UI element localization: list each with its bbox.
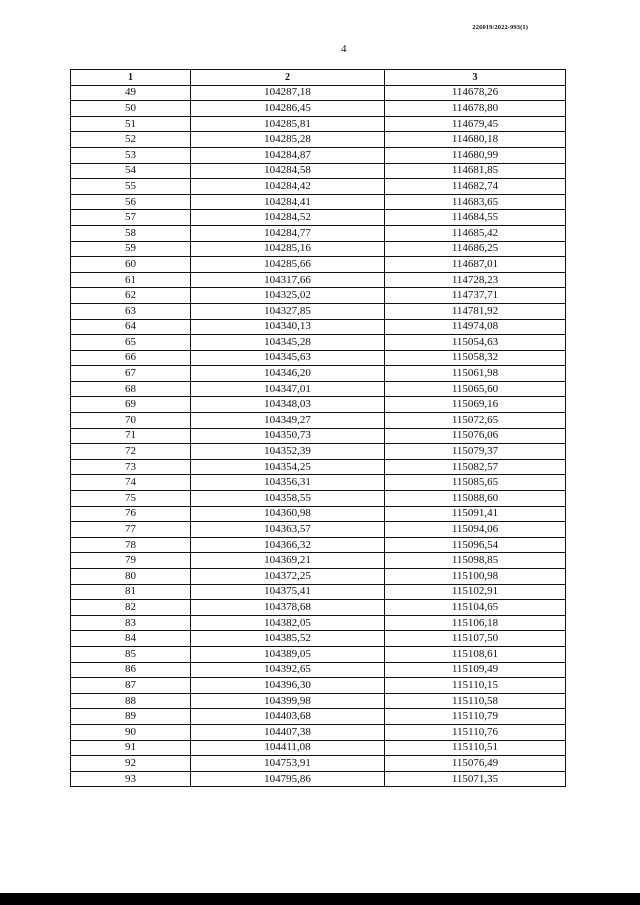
point-number-cell: 52 bbox=[71, 132, 191, 148]
y-coordinate-cell: 115088,60 bbox=[385, 491, 566, 507]
table-row bbox=[71, 225, 566, 241]
table-header-row bbox=[71, 70, 566, 86]
table-row bbox=[71, 459, 566, 475]
table-row bbox=[71, 413, 566, 429]
scan-edge-bar bbox=[0, 893, 640, 905]
x-coordinate-cell: 104348,03 bbox=[191, 397, 385, 413]
point-number-cell: 72 bbox=[71, 444, 191, 460]
x-coordinate-cell: 104358,55 bbox=[191, 491, 385, 507]
point-number-cell: 84 bbox=[71, 631, 191, 647]
x-coordinate-cell: 104354,25 bbox=[191, 459, 385, 475]
point-number-cell: 85 bbox=[71, 646, 191, 662]
table-row bbox=[71, 179, 566, 195]
table-row bbox=[71, 147, 566, 163]
table-row bbox=[71, 428, 566, 444]
x-coordinate-cell: 104317,66 bbox=[191, 272, 385, 288]
point-number-cell: 53 bbox=[71, 147, 191, 163]
x-coordinate-cell: 104375,41 bbox=[191, 584, 385, 600]
point-number-cell: 55 bbox=[71, 179, 191, 195]
point-number-cell: 69 bbox=[71, 397, 191, 413]
table-row bbox=[71, 85, 566, 101]
table-row bbox=[71, 163, 566, 179]
x-coordinate-cell: 104287,18 bbox=[191, 85, 385, 101]
y-coordinate-cell: 115107,50 bbox=[385, 631, 566, 647]
table-row bbox=[71, 724, 566, 740]
y-coordinate-cell: 115058,32 bbox=[385, 350, 566, 366]
table-row bbox=[71, 132, 566, 148]
column-header: 2 bbox=[191, 70, 385, 86]
x-coordinate-cell: 104399,98 bbox=[191, 693, 385, 709]
point-number-cell: 49 bbox=[71, 85, 191, 101]
coordinates-table bbox=[70, 69, 566, 787]
x-coordinate-cell: 104345,28 bbox=[191, 335, 385, 351]
y-coordinate-cell: 115091,41 bbox=[385, 506, 566, 522]
table-row bbox=[71, 491, 566, 507]
point-number-cell: 59 bbox=[71, 241, 191, 257]
x-coordinate-cell: 104284,52 bbox=[191, 210, 385, 226]
table-row bbox=[71, 381, 566, 397]
y-coordinate-cell: 114974,08 bbox=[385, 319, 566, 335]
y-coordinate-cell: 115110,79 bbox=[385, 709, 566, 725]
point-number-cell: 92 bbox=[71, 756, 191, 772]
x-coordinate-cell: 104340,13 bbox=[191, 319, 385, 335]
point-number-cell: 82 bbox=[71, 600, 191, 616]
x-coordinate-cell: 104389,05 bbox=[191, 646, 385, 662]
point-number-cell: 56 bbox=[71, 194, 191, 210]
table-row bbox=[71, 335, 566, 351]
y-coordinate-cell: 115065,60 bbox=[385, 381, 566, 397]
y-coordinate-cell: 114681,85 bbox=[385, 163, 566, 179]
point-number-cell: 57 bbox=[71, 210, 191, 226]
y-coordinate-cell: 114680,18 bbox=[385, 132, 566, 148]
table-row bbox=[71, 319, 566, 335]
table-row bbox=[71, 116, 566, 132]
y-coordinate-cell: 115061,98 bbox=[385, 366, 566, 382]
table-header bbox=[71, 70, 566, 86]
x-coordinate-cell: 104360,98 bbox=[191, 506, 385, 522]
table-row bbox=[71, 101, 566, 117]
point-number-cell: 58 bbox=[71, 225, 191, 241]
point-number-cell: 60 bbox=[71, 257, 191, 273]
point-number-cell: 66 bbox=[71, 350, 191, 366]
point-number-cell: 71 bbox=[71, 428, 191, 444]
x-coordinate-cell: 104411,08 bbox=[191, 740, 385, 756]
y-coordinate-cell: 115096,54 bbox=[385, 537, 566, 553]
y-coordinate-cell: 115108,61 bbox=[385, 646, 566, 662]
x-coordinate-cell: 104325,02 bbox=[191, 288, 385, 304]
y-coordinate-cell: 115069,16 bbox=[385, 397, 566, 413]
y-coordinate-cell: 115072,65 bbox=[385, 413, 566, 429]
table-row bbox=[71, 553, 566, 569]
point-number-cell: 78 bbox=[71, 537, 191, 553]
x-coordinate-cell: 104403,68 bbox=[191, 709, 385, 725]
point-number-cell: 65 bbox=[71, 335, 191, 351]
point-number-cell: 74 bbox=[71, 475, 191, 491]
y-coordinate-cell: 115109,49 bbox=[385, 662, 566, 678]
x-coordinate-cell: 104356,31 bbox=[191, 475, 385, 491]
y-coordinate-cell: 114737,71 bbox=[385, 288, 566, 304]
x-coordinate-cell: 104285,28 bbox=[191, 132, 385, 148]
table-row bbox=[71, 615, 566, 631]
point-number-cell: 93 bbox=[71, 771, 191, 787]
table-row bbox=[71, 537, 566, 553]
y-coordinate-cell: 114684,55 bbox=[385, 210, 566, 226]
point-number-cell: 68 bbox=[71, 381, 191, 397]
point-number-cell: 51 bbox=[71, 116, 191, 132]
point-number-cell: 50 bbox=[71, 101, 191, 117]
table-row bbox=[71, 771, 566, 787]
table-row bbox=[71, 475, 566, 491]
point-number-cell: 63 bbox=[71, 303, 191, 319]
y-coordinate-cell: 114679,45 bbox=[385, 116, 566, 132]
table-row bbox=[71, 600, 566, 616]
x-coordinate-cell: 104392,65 bbox=[191, 662, 385, 678]
table-row bbox=[71, 350, 566, 366]
x-coordinate-cell: 104369,21 bbox=[191, 553, 385, 569]
y-coordinate-cell: 114687,01 bbox=[385, 257, 566, 273]
point-number-cell: 91 bbox=[71, 740, 191, 756]
x-coordinate-cell: 104366,32 bbox=[191, 537, 385, 553]
y-coordinate-cell: 115082,57 bbox=[385, 459, 566, 475]
x-coordinate-cell: 104396,30 bbox=[191, 678, 385, 694]
table-row bbox=[71, 303, 566, 319]
x-coordinate-cell: 104407,38 bbox=[191, 724, 385, 740]
point-number-cell: 70 bbox=[71, 413, 191, 429]
table-row bbox=[71, 693, 566, 709]
x-coordinate-cell: 104285,66 bbox=[191, 257, 385, 273]
y-coordinate-cell: 114680,99 bbox=[385, 147, 566, 163]
x-coordinate-cell: 104285,81 bbox=[191, 116, 385, 132]
x-coordinate-cell: 104382,05 bbox=[191, 615, 385, 631]
y-coordinate-cell: 114683,65 bbox=[385, 194, 566, 210]
y-coordinate-cell: 115110,76 bbox=[385, 724, 566, 740]
x-coordinate-cell: 104284,58 bbox=[191, 163, 385, 179]
point-number-cell: 54 bbox=[71, 163, 191, 179]
table-row bbox=[71, 257, 566, 273]
document-id: 226019/2022-993(1) bbox=[472, 24, 528, 31]
table-row bbox=[71, 506, 566, 522]
x-coordinate-cell: 104795,86 bbox=[191, 771, 385, 787]
y-coordinate-cell: 115102,91 bbox=[385, 584, 566, 600]
x-coordinate-cell: 104753,91 bbox=[191, 756, 385, 772]
point-number-cell: 73 bbox=[71, 459, 191, 475]
point-number-cell: 87 bbox=[71, 678, 191, 694]
y-coordinate-cell: 115094,06 bbox=[385, 522, 566, 538]
table-row bbox=[71, 210, 566, 226]
table-row bbox=[71, 631, 566, 647]
point-number-cell: 61 bbox=[71, 272, 191, 288]
x-coordinate-cell: 104352,39 bbox=[191, 444, 385, 460]
y-coordinate-cell: 115110,58 bbox=[385, 693, 566, 709]
point-number-cell: 88 bbox=[71, 693, 191, 709]
point-number-cell: 67 bbox=[71, 366, 191, 382]
table-row bbox=[71, 569, 566, 585]
table-row bbox=[71, 756, 566, 772]
x-coordinate-cell: 104285,16 bbox=[191, 241, 385, 257]
x-coordinate-cell: 104284,41 bbox=[191, 194, 385, 210]
table-row bbox=[71, 646, 566, 662]
column-header: 1 bbox=[71, 70, 191, 86]
point-number-cell: 83 bbox=[71, 615, 191, 631]
point-number-cell: 89 bbox=[71, 709, 191, 725]
y-coordinate-cell: 114685,42 bbox=[385, 225, 566, 241]
y-coordinate-cell: 115085,65 bbox=[385, 475, 566, 491]
y-coordinate-cell: 115076,49 bbox=[385, 756, 566, 772]
table-row bbox=[71, 522, 566, 538]
x-coordinate-cell: 104345,63 bbox=[191, 350, 385, 366]
y-coordinate-cell: 115104,65 bbox=[385, 600, 566, 616]
x-coordinate-cell: 104284,87 bbox=[191, 147, 385, 163]
table-row bbox=[71, 397, 566, 413]
page-number: 4 bbox=[341, 43, 347, 55]
y-coordinate-cell: 115098,85 bbox=[385, 553, 566, 569]
y-coordinate-cell: 115110,15 bbox=[385, 678, 566, 694]
y-coordinate-cell: 115076,06 bbox=[385, 428, 566, 444]
table-row bbox=[71, 740, 566, 756]
x-coordinate-cell: 104347,01 bbox=[191, 381, 385, 397]
table-body bbox=[71, 85, 566, 787]
table-row bbox=[71, 272, 566, 288]
table-row bbox=[71, 678, 566, 694]
table-row bbox=[71, 584, 566, 600]
point-number-cell: 75 bbox=[71, 491, 191, 507]
point-number-cell: 80 bbox=[71, 569, 191, 585]
table-row bbox=[71, 288, 566, 304]
x-coordinate-cell: 104346,20 bbox=[191, 366, 385, 382]
x-coordinate-cell: 104284,77 bbox=[191, 225, 385, 241]
point-number-cell: 79 bbox=[71, 553, 191, 569]
x-coordinate-cell: 104372,25 bbox=[191, 569, 385, 585]
x-coordinate-cell: 104284,42 bbox=[191, 179, 385, 195]
y-coordinate-cell: 114682,74 bbox=[385, 179, 566, 195]
table-row bbox=[71, 366, 566, 382]
y-coordinate-cell: 114728,23 bbox=[385, 272, 566, 288]
x-coordinate-cell: 104286,45 bbox=[191, 101, 385, 117]
y-coordinate-cell: 114678,80 bbox=[385, 101, 566, 117]
point-number-cell: 81 bbox=[71, 584, 191, 600]
x-coordinate-cell: 104349,27 bbox=[191, 413, 385, 429]
table-row bbox=[71, 709, 566, 725]
table-row bbox=[71, 241, 566, 257]
point-number-cell: 77 bbox=[71, 522, 191, 538]
x-coordinate-cell: 104378,68 bbox=[191, 600, 385, 616]
point-number-cell: 86 bbox=[71, 662, 191, 678]
table-row bbox=[71, 444, 566, 460]
column-header: 3 bbox=[385, 70, 566, 86]
y-coordinate-cell: 115106,18 bbox=[385, 615, 566, 631]
y-coordinate-cell: 114781,92 bbox=[385, 303, 566, 319]
x-coordinate-cell: 104350,73 bbox=[191, 428, 385, 444]
table-row bbox=[71, 194, 566, 210]
table-row bbox=[71, 662, 566, 678]
y-coordinate-cell: 114686,25 bbox=[385, 241, 566, 257]
y-coordinate-cell: 115071,35 bbox=[385, 771, 566, 787]
y-coordinate-cell: 115110,51 bbox=[385, 740, 566, 756]
point-number-cell: 64 bbox=[71, 319, 191, 335]
x-coordinate-cell: 104363,57 bbox=[191, 522, 385, 538]
x-coordinate-cell: 104385,52 bbox=[191, 631, 385, 647]
y-coordinate-cell: 115100,98 bbox=[385, 569, 566, 585]
y-coordinate-cell: 114678,26 bbox=[385, 85, 566, 101]
y-coordinate-cell: 115079,37 bbox=[385, 444, 566, 460]
y-coordinate-cell: 115054,63 bbox=[385, 335, 566, 351]
point-number-cell: 62 bbox=[71, 288, 191, 304]
point-number-cell: 76 bbox=[71, 506, 191, 522]
x-coordinate-cell: 104327,85 bbox=[191, 303, 385, 319]
point-number-cell: 90 bbox=[71, 724, 191, 740]
